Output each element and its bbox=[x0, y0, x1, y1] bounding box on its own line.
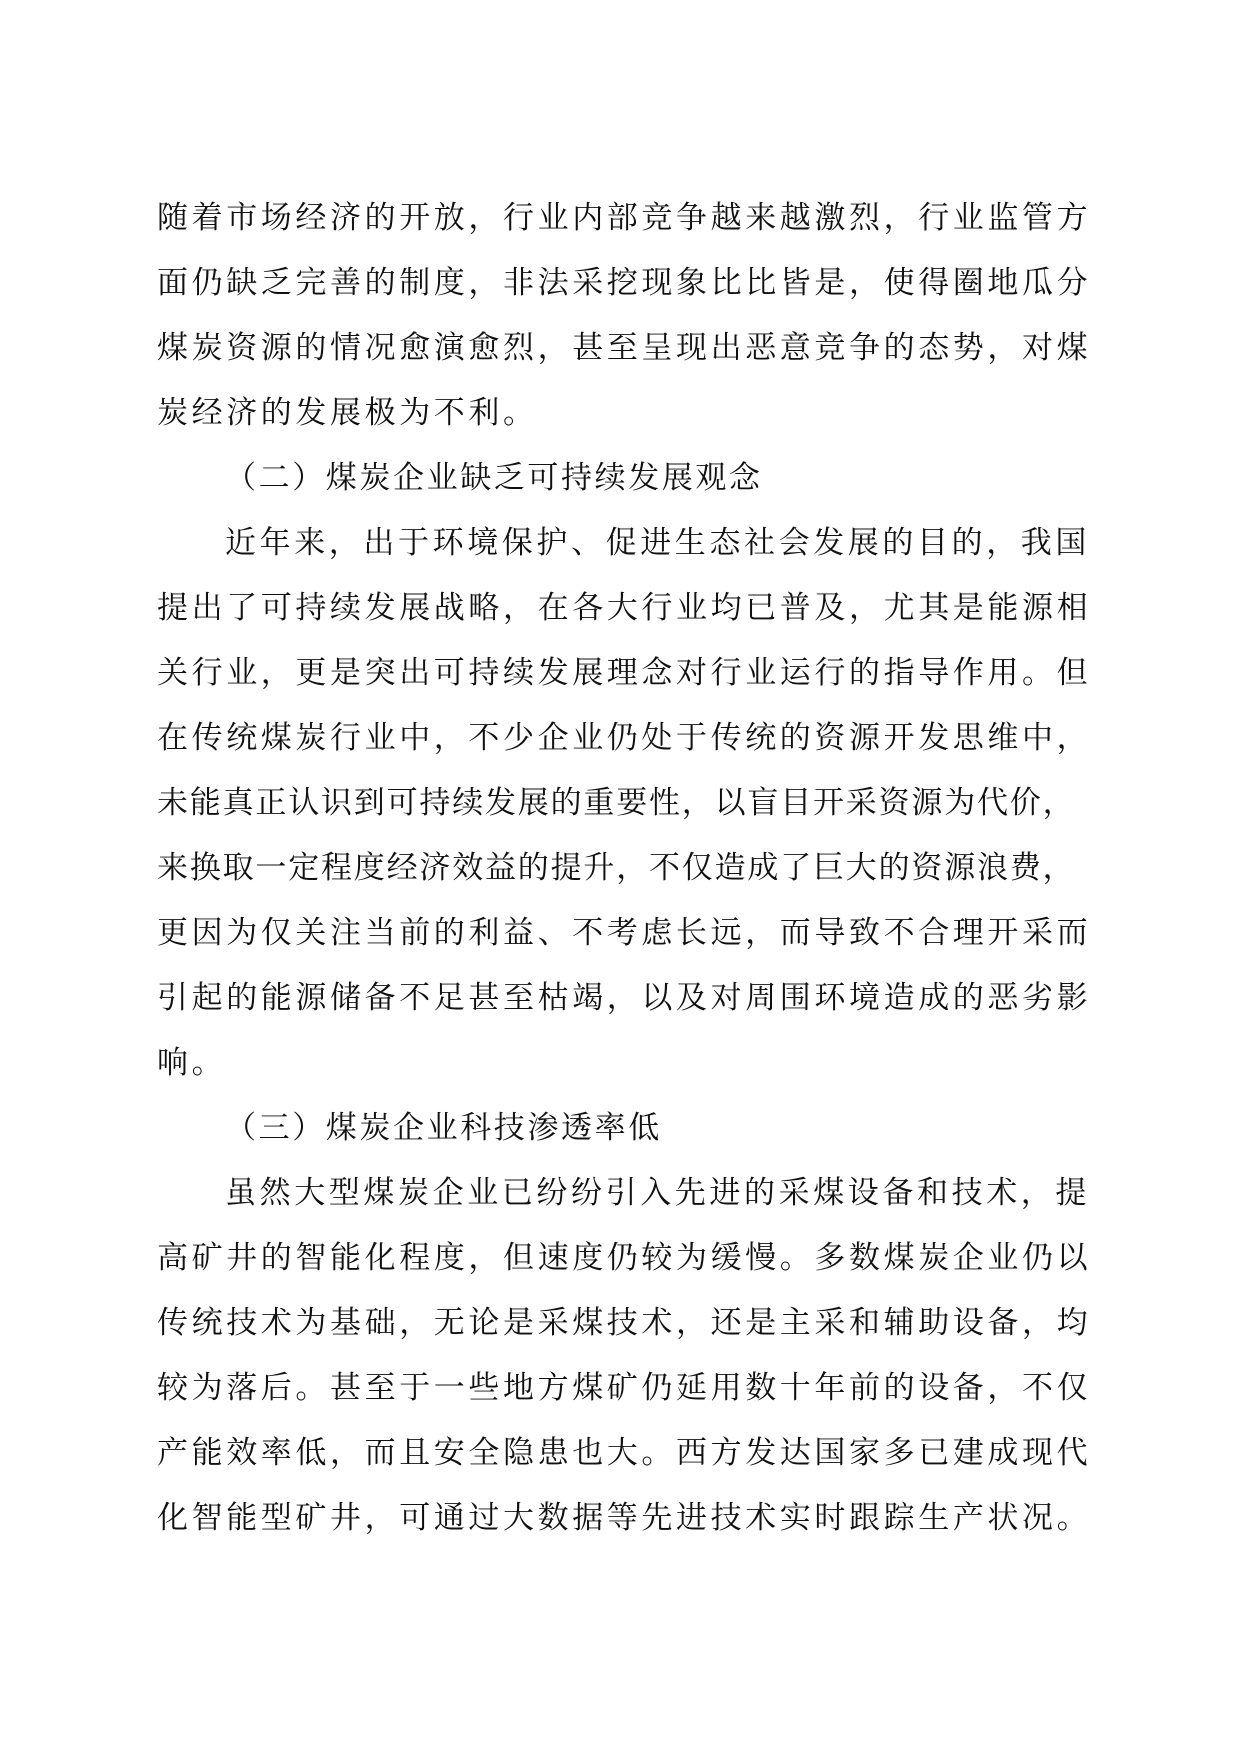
text-line: 高矿井的智能化程度，但速度仍较为缓慢。多数煤炭企业仍以 bbox=[157, 1240, 1092, 1276]
text-line: 面仍缺乏完善的制度，非法采挖现象比比皆是，使得圈地瓜分 bbox=[157, 265, 1092, 301]
document-body bbox=[157, 186, 1092, 1551]
text-line: 传统技术为基础，无论是采煤技术，还是主采和辅助设备，均 bbox=[157, 1305, 1092, 1341]
paragraph-market-competition bbox=[157, 186, 1092, 446]
text-line: 提出了可持续发展战略，在各大行业均已普及，尤其是能源相 bbox=[157, 590, 1092, 626]
text-line: 在传统煤炭行业中，不少企业仍处于传统的资源开发思维中， bbox=[157, 720, 1092, 756]
text-line: 来换取一定程度经济效益的提升，不仅造成了巨大的资源浪费， bbox=[157, 850, 1076, 886]
text-line: 响。 bbox=[157, 1045, 227, 1081]
paragraph-technology-penetration bbox=[157, 1161, 1092, 1551]
text-line: 未能真正认识到可持续发展的重要性，以盲目开采资源为代价， bbox=[157, 785, 1076, 821]
text-line: 近年来，出于环境保护、促进生态社会发展的目的，我国 bbox=[225, 525, 1090, 561]
text-line: 煤炭资源的情况愈演愈烈，甚至呈现出恶意竞争的态势，对煤 bbox=[157, 330, 1092, 366]
text-line: 虽然大型煤炭企业已纷纷引入先进的采煤设备和技术，提 bbox=[225, 1175, 1090, 1211]
section-heading-3: （三）煤炭企业科技渗透率低 bbox=[225, 1110, 662, 1146]
text-line: 化智能型矿井，可通过大数据等先进技术实时跟踪生产状况。 bbox=[157, 1500, 1092, 1536]
section-heading-2: （二）煤炭企业缺乏可持续发展观念 bbox=[225, 460, 763, 496]
paragraph-sustainable-development bbox=[157, 511, 1092, 1096]
text-line: 较为落后。甚至于一些地方煤矿仍延用数十年前的设备，不仅 bbox=[157, 1370, 1092, 1406]
text-line: 关行业，更是突出可持续发展理念对行业运行的指导作用。但 bbox=[157, 655, 1092, 691]
text-line: 更因为仅关注当前的利益、不考虑长远，而导致不合理开采而 bbox=[157, 915, 1092, 951]
text-line: 产能效率低，而且安全隐患也大。西方发达国家多已建成现代 bbox=[157, 1435, 1092, 1471]
text-line: 炭经济的发展极为不利。 bbox=[157, 395, 538, 431]
text-line: 引起的能源储备不足甚至枯竭，以及对周围环境造成的恶劣影 bbox=[157, 980, 1092, 1016]
text-line: 随着市场经济的开放，行业内部竞争越来越激烈，行业监管方 bbox=[157, 200, 1092, 236]
